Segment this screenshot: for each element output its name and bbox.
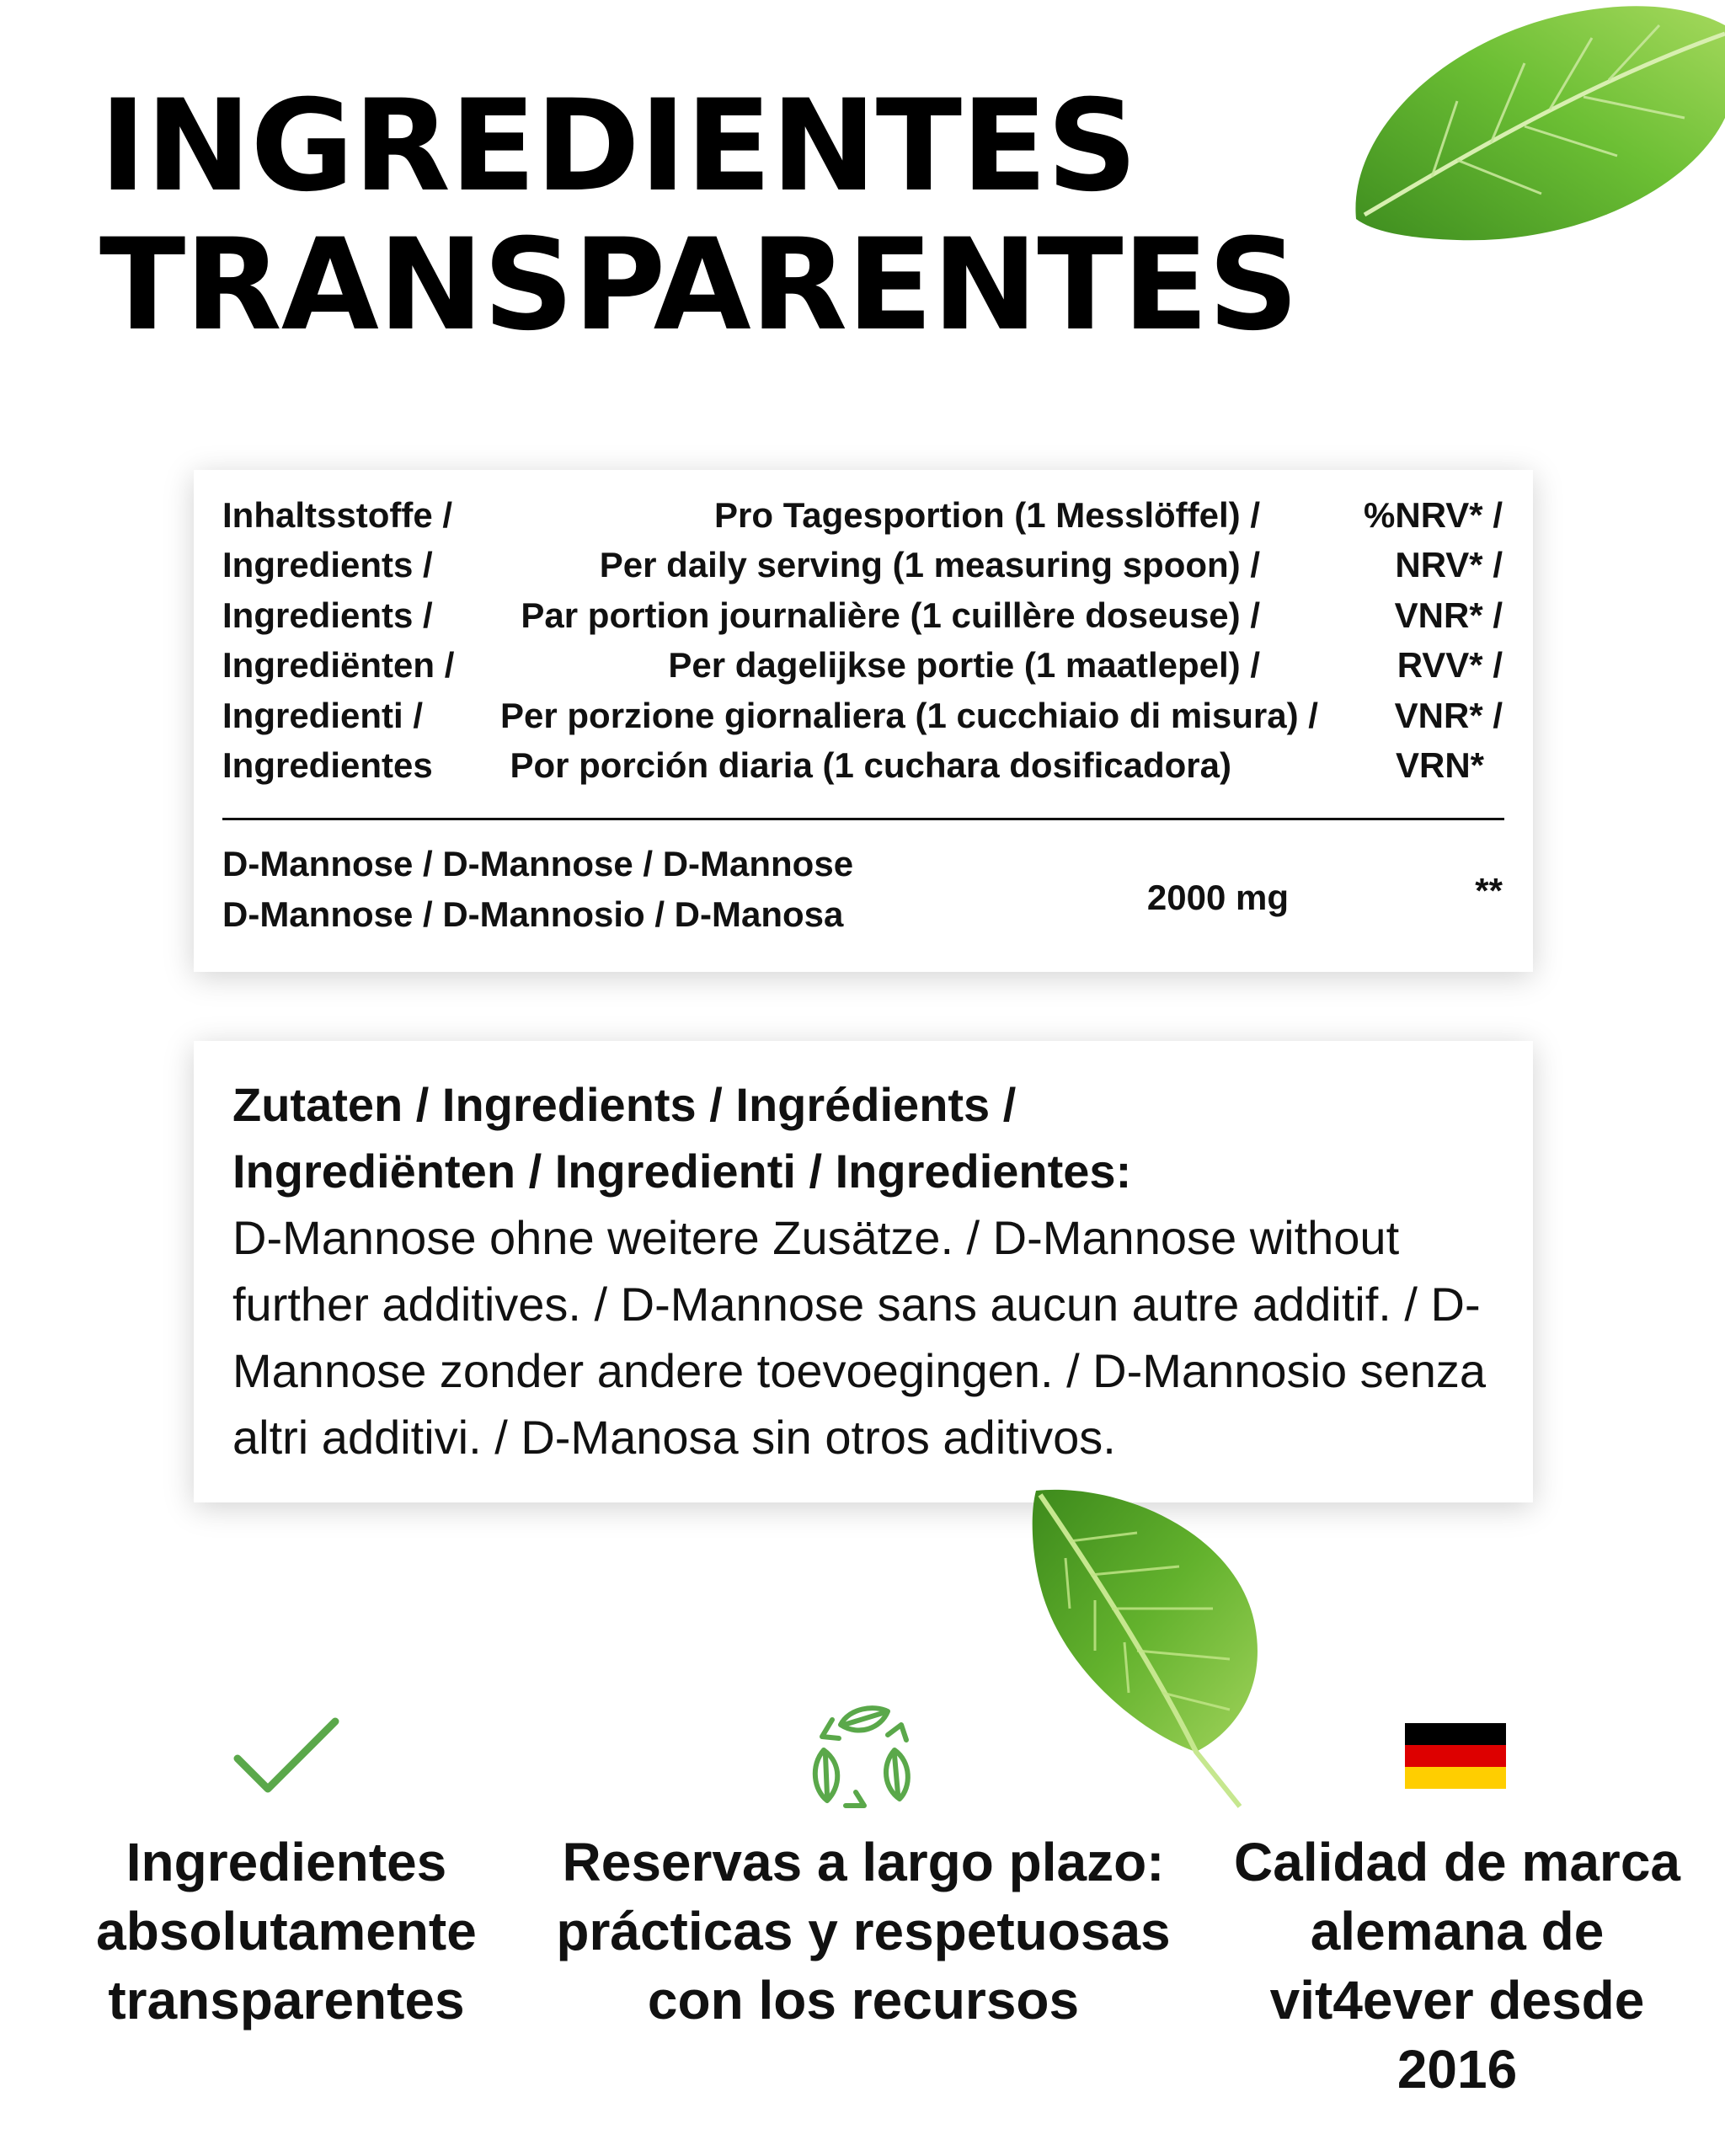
nutrition-table-card <box>194 470 1533 972</box>
ingredients-card <box>194 1041 1533 1502</box>
table-row <box>222 839 1503 957</box>
ingredient-label: Inhaltsstoffe / <box>222 494 453 535</box>
ingredients-heading-line-1: Zutaten / Ingredients / Ingrédients / <box>232 1078 1017 1131</box>
header-row <box>222 691 1503 741</box>
feature-line: alemana de <box>1310 1901 1605 1961</box>
feature-line: vit4ever desde <box>1269 1970 1645 2031</box>
feature-line: 2016 <box>1397 2039 1518 2100</box>
serving-label: Per porzione giornaliera (1 cucchiaio di misura) / <box>500 695 1318 735</box>
nutrition-table-header <box>222 490 1503 791</box>
checkmark-icon <box>232 1716 340 1797</box>
ingredient-label: Ingredients / <box>222 545 433 585</box>
feature-line: Ingredientes <box>126 1832 447 1892</box>
feature-line: absolutamente <box>96 1901 477 1961</box>
nrv-label: VRN* <box>1395 745 1484 786</box>
nrv-label: NRV* / <box>1395 545 1503 585</box>
ingredient-name-line-2: D-Mannose / D-Mannosio / D-Manosa <box>222 894 844 934</box>
feature-line: Calidad de marca <box>1234 1832 1680 1892</box>
nrv-label: RVV* / <box>1397 645 1503 686</box>
header-row <box>222 541 1503 591</box>
ingredients-heading-line-2: Ingrediënten / Ingredienti / Ingredientes: <box>232 1145 1132 1198</box>
serving-label: Por porción diaria (1 cuchara dosificadora) <box>510 745 1231 786</box>
ingredients-heading <box>232 1071 1513 1204</box>
ingredient-label: Ingredienti / <box>222 695 424 735</box>
feature-line: transparentes <box>108 1970 465 2031</box>
serving-label: Par portion journalière (1 cuillère doseuse) / <box>521 595 1260 635</box>
ingredient-name-line-1: D-Mannose / D-Mannose / D-Mannose <box>222 844 854 883</box>
leaf-decoration-top <box>1331 0 1725 244</box>
nrv-label: %NRV* / <box>1364 494 1503 535</box>
leaf-decoration-middle <box>1019 1482 1272 1811</box>
serving-label: Per dagelijkse portie (1 maatlepel) / <box>668 645 1260 686</box>
feature-long-term-supply <box>556 1828 1171 2035</box>
header-row <box>222 490 1503 541</box>
ingredient-label: Ingredients / <box>222 595 433 635</box>
page-title <box>99 73 1299 359</box>
serving-label: Per daily serving (1 measuring spoon) / <box>599 545 1260 585</box>
feature-german-quality <box>1213 1828 1701 2104</box>
nrv-label: VNR* / <box>1394 695 1503 735</box>
nrv-label: VNR* / <box>1394 595 1503 635</box>
title-line-1: INGREDIENTES <box>99 73 1137 220</box>
ingredient-nrv: ** <box>1475 871 1503 910</box>
feature-line: con los recursos <box>647 1970 1080 2031</box>
ingredient-label: Ingrediënten / <box>222 645 455 686</box>
feature-line: Reservas a largo plazo: <box>562 1832 1165 1892</box>
header-row <box>222 641 1503 691</box>
ingredient-name <box>222 839 853 940</box>
ingredients-body: D-Mannose ohne weitere Zusätze. / D-Mannose without further additives. / D-Mannose sans aucun autre additif. / D-Mannose zonder andere toevoegingen. / D-Mannosio senza altri additivi. / D-Manosa sin otros aditivos. <box>232 1211 1487 1464</box>
ingredient-amount: 2000 mg <box>1146 878 1289 917</box>
header-row <box>222 741 1503 792</box>
ingredients-text <box>232 1071 1513 1470</box>
feature-transparent-ingredients <box>51 1828 522 2035</box>
german-flag-icon <box>1405 1723 1506 1789</box>
ingredient-label: Ingredientes <box>222 745 433 786</box>
recycle-leaves-icon <box>807 1700 915 1811</box>
table-divider <box>222 818 1504 820</box>
title-line-2: TRANSPARENTES <box>99 212 1299 359</box>
header-row <box>222 590 1503 641</box>
feature-line: prácticas y respetuosas <box>556 1901 1171 1961</box>
serving-label: Pro Tagesportion (1 Messlöffel) / <box>714 494 1260 535</box>
